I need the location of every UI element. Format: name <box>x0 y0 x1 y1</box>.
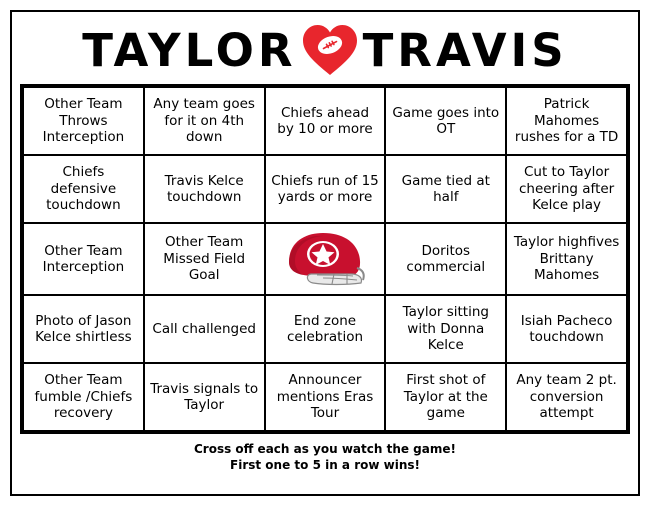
bingo-cell[interactable]: Travis Kelce touchdown <box>144 155 265 223</box>
bingo-cell[interactable]: Cut to Taylor cheering after Kelce play <box>506 155 627 223</box>
bingo-cell[interactable]: Any team goes for it on 4th down <box>144 87 265 155</box>
table-row <box>23 223 627 295</box>
card-footer <box>20 441 630 473</box>
footer-line-1: Cross off each as you watch the game! <box>193 442 456 456</box>
title-left-text: TAYLOR <box>82 23 297 77</box>
card-title <box>20 18 630 82</box>
chiefs-helmet-icon <box>271 227 380 291</box>
table-row <box>23 295 627 363</box>
title-right-text: TRAVIS <box>362 23 568 77</box>
bingo-cell[interactable]: Taylor sitting with Donna Kelce <box>385 295 506 363</box>
bingo-cell[interactable]: Other Team Throws Interception <box>23 87 144 155</box>
table-row <box>23 155 627 223</box>
footer-line-2: First one to 5 in a row wins! <box>230 458 420 473</box>
table-row <box>23 87 627 155</box>
bingo-cell[interactable]: Other Team Interception <box>23 223 144 295</box>
bingo-cell[interactable]: Call challenged <box>144 295 265 363</box>
heart-football-icon <box>301 23 359 77</box>
bingo-cell[interactable]: Game tied at half <box>385 155 506 223</box>
bingo-cell[interactable]: Chiefs ahead by 10 or more <box>265 87 386 155</box>
bingo-cell[interactable]: Photo of Jason Kelce shirtless <box>23 295 144 363</box>
bingo-cell[interactable]: End zone celebration <box>265 295 386 363</box>
bingo-cell[interactable]: Chiefs run of 15 yards or more <box>265 155 386 223</box>
bingo-cell[interactable]: Other Team fumble /Chiefs recovery <box>23 363 144 431</box>
bingo-cell[interactable]: Other Team Missed Field Goal <box>144 223 265 295</box>
bingo-cell[interactable]: Travis signals to Taylor <box>144 363 265 431</box>
bingo-cell-free[interactable] <box>265 223 386 295</box>
bingo-grid <box>20 84 630 434</box>
bingo-cell[interactable]: Isiah Pacheco touchdown <box>506 295 627 363</box>
bingo-cell[interactable]: Taylor highfives Brittany Mahomes <box>506 223 627 295</box>
bingo-cell[interactable]: Doritos commercial <box>385 223 506 295</box>
bingo-cell[interactable]: Game goes into OT <box>385 87 506 155</box>
bingo-cell[interactable]: Announcer mentions Eras Tour <box>265 363 386 431</box>
bingo-cell[interactable]: Chiefs defensive touchdown <box>23 155 144 223</box>
bingo-cell[interactable]: First shot of Taylor at the game <box>385 363 506 431</box>
table-row <box>23 363 627 431</box>
bingo-cell[interactable]: Any team 2 pt. conversion attempt <box>506 363 627 431</box>
bingo-cell[interactable]: Patrick Mahomes rushes for a TD <box>506 87 627 155</box>
